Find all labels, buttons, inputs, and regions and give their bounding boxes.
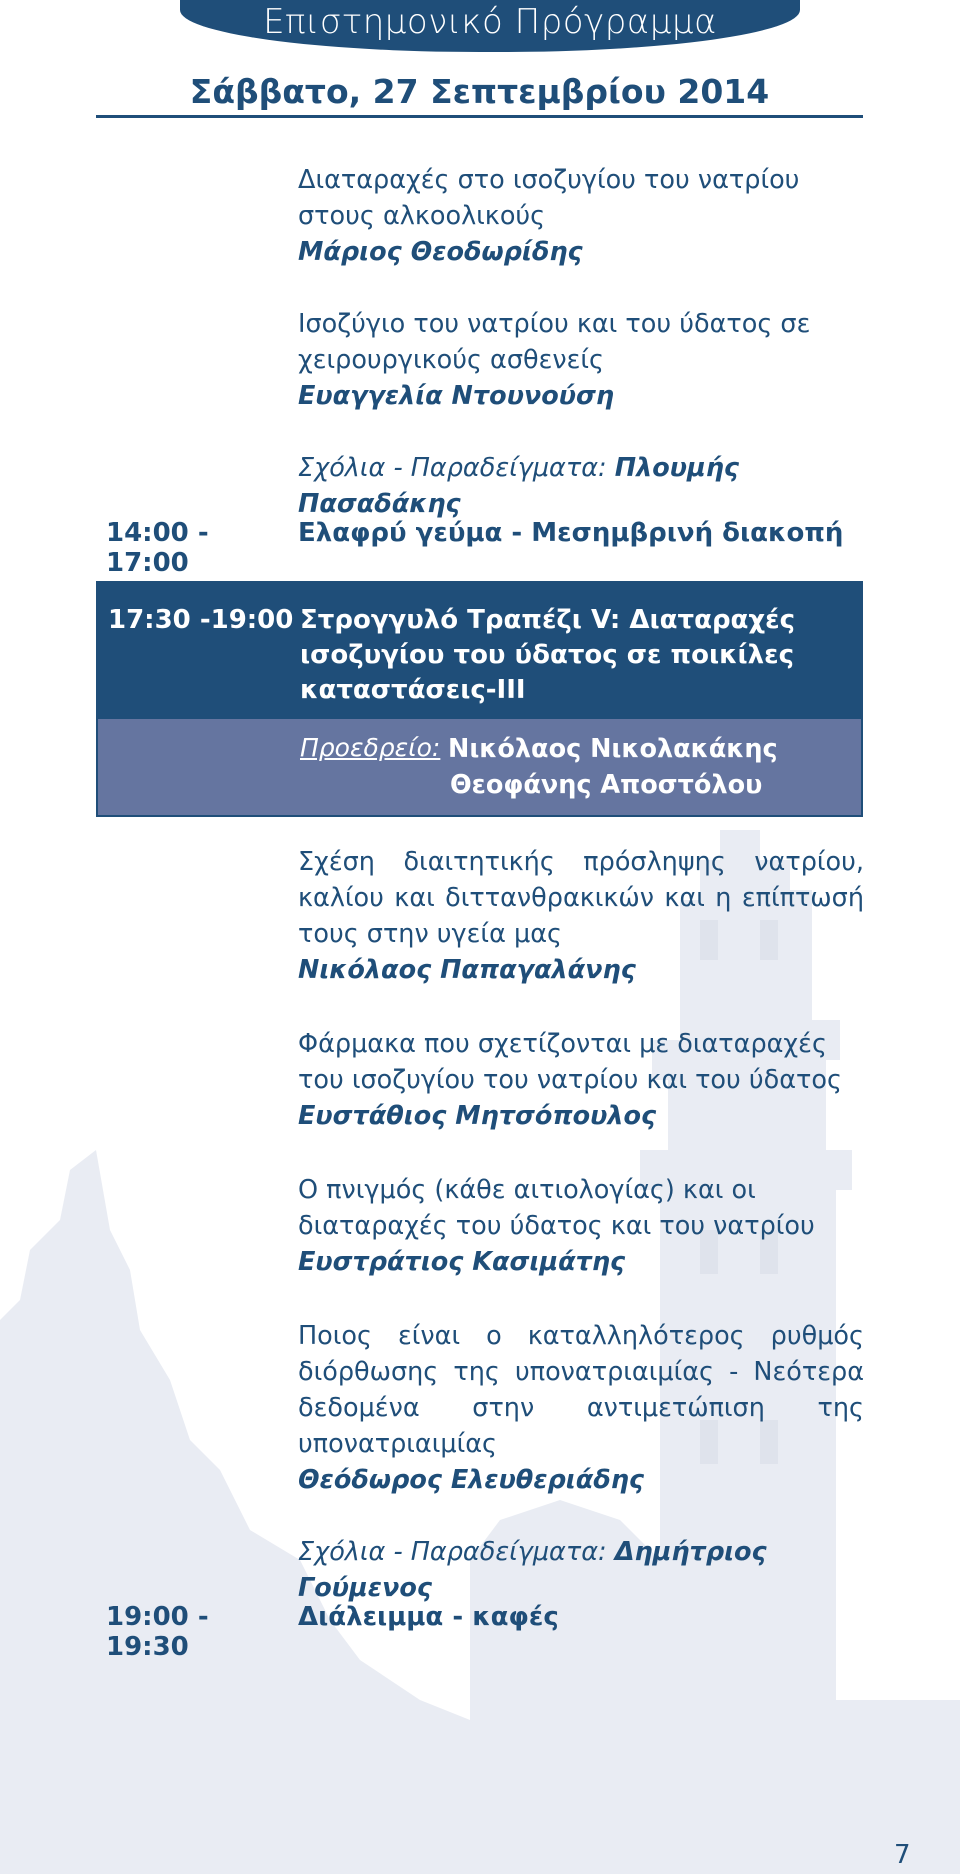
- talk-speaker: Νικόλαος Παπαγαλάνης: [298, 955, 636, 985]
- talk-item: [298, 1026, 864, 1134]
- presidium-names: [448, 731, 778, 803]
- break-label: Ελαφρύ γεύμα - Μεσημβρινή διακοπή: [298, 518, 844, 548]
- section-title: Επιστημονικό Πρόγραμμα: [263, 2, 717, 42]
- break-row: [106, 1602, 559, 1662]
- talk-title: Φάρμακα που σχετίζονται με διαταραχές του ισοζυγίου του νατρίου και του ύδατος: [298, 1029, 842, 1095]
- chair-name: Θεοφάνης Αποστόλου: [450, 770, 763, 800]
- comments-name: Πλουμής Πασαδάκης: [298, 453, 739, 519]
- talk-item: [298, 844, 864, 988]
- talk-speaker: Ευστάθιος Μητσόπουλος: [298, 1101, 657, 1131]
- page-number: 7: [894, 1840, 911, 1870]
- presidium-label: Προεδρείο:: [300, 733, 441, 762]
- session-title: Στρογγυλό Τραπέζι V: Διαταραχές ισοζυγίου του ύδατος σε ποικίλες καταστάσεις-ΙΙΙ: [300, 605, 796, 705]
- talk-speaker: Θεόδωρος Ελευθεριάδης: [298, 1465, 645, 1495]
- break-time: 19:00 - 19:30: [106, 1602, 209, 1662]
- talk-title: Σχέση διαιτητικής πρόσληψης νατρίου, καλίου και διττανθρακικών και η επίπτωσή τους στην υγεία μας: [298, 847, 864, 949]
- talk-item: [298, 1318, 864, 1498]
- break-label: Διάλειμμα - καφές: [298, 1602, 559, 1632]
- talk-item: [298, 162, 864, 270]
- session-header-box: [96, 581, 863, 817]
- talk-item: [298, 1172, 864, 1280]
- talk-title: Ισοζύγιο του νατρίου και του ύδατος σε χειρουργικούς ασθενείς: [298, 309, 811, 375]
- presidium-panel: [98, 719, 861, 815]
- date-rule-divider: [96, 115, 863, 118]
- talk-title: Διαταραχές στο ισοζυγίου του νατρίου στους αλκοολικούς: [298, 165, 800, 231]
- comments-line: [298, 450, 864, 522]
- break-time: 14:00 - 17:00: [106, 518, 209, 578]
- break-row: [106, 518, 843, 578]
- comments-label: Σχόλια - Παραδείγματα:: [298, 1537, 607, 1567]
- chair-name: Νικόλαος Νικολακάκης: [448, 734, 778, 764]
- talk-speaker: Ευαγγελία Ντουνούση: [298, 381, 615, 411]
- talk-title: Ποιος είναι ο καταλληλότερος ρυθμός διόρθωσης της υπονατριαιμίας - Νεότερα δεδομένα στην αντιμετώπιση της υπονατριαιμίας: [298, 1321, 864, 1459]
- date-title: Σάββατο, 27 Σεπτεμβρίου 2014: [189, 72, 770, 111]
- talk-title: Ο πνιγμός (κάθε αιτιολογίας) και οι διαταραχές του ύδατος και του νατρίου: [298, 1175, 815, 1241]
- comments-line: [298, 1534, 864, 1606]
- comments-name: Δημήτριος Γούμενος: [298, 1537, 767, 1603]
- comments-label: Σχόλια - Παραδείγματα:: [298, 453, 607, 483]
- session-time: 17:30 -19:00: [108, 605, 294, 635]
- talk-speaker: Μάριος Θεοδωρίδης: [298, 237, 583, 267]
- talk-item: [298, 306, 864, 414]
- talk-speaker: Ευστράτιος Κασιμάτης: [298, 1247, 626, 1277]
